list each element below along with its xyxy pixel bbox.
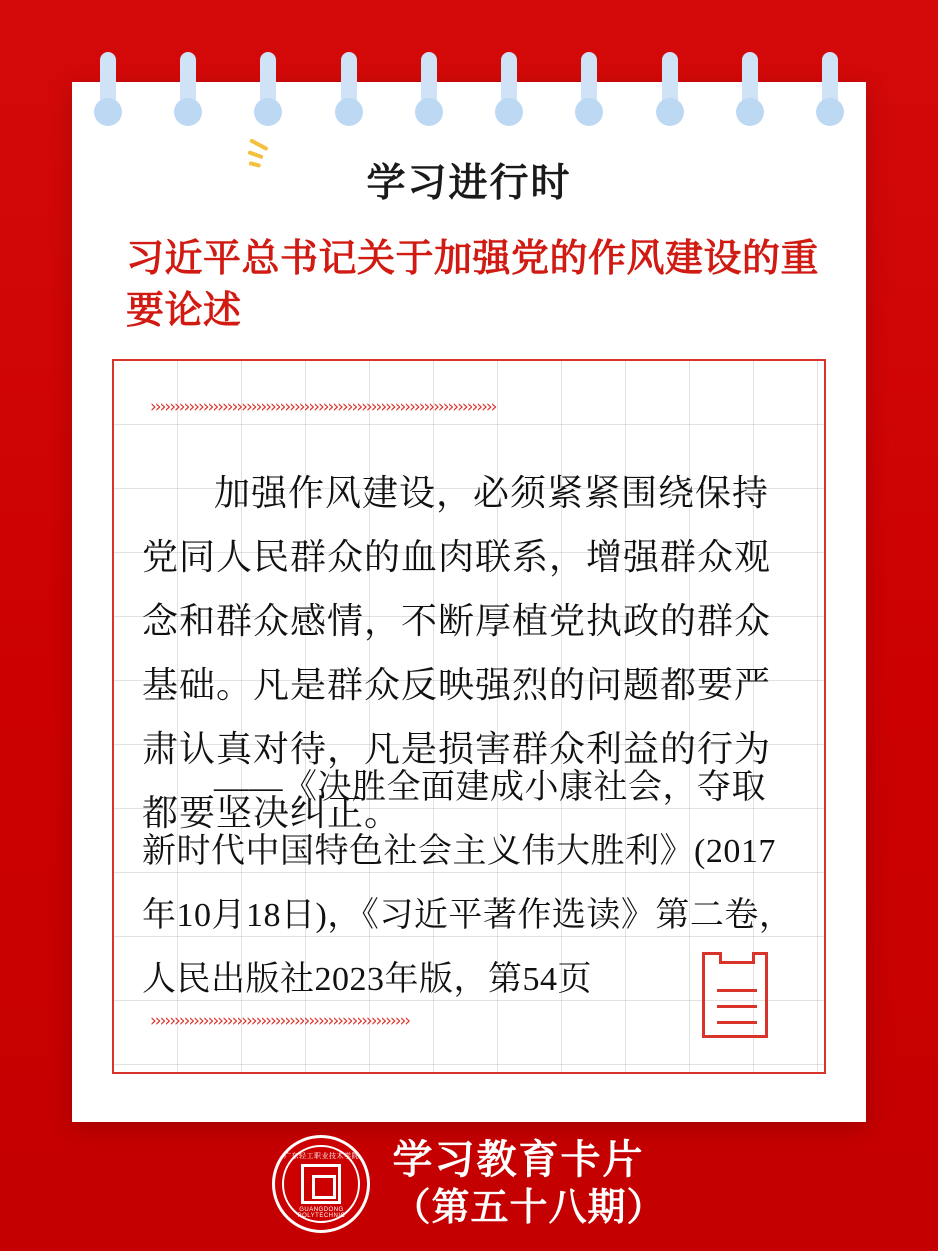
binding-ring-icon: [656, 52, 684, 130]
decorative-spark-icon: [248, 132, 288, 168]
emblem-top-text: 广东轻工职业技术学院: [283, 1153, 359, 1160]
divider-bottom: ››››››››››››››››››››››››››››››››››››››››››››››››››››››: [150, 1013, 410, 1031]
quote-source: ——《决胜全面建成小康社会，夺取新时代中国特色社会主义伟大胜利》(2017年10月18日)，《习近平著作选读》第二卷，人民出版社2023年版，第54页: [142, 769, 794, 999]
binding-ring-icon: [816, 52, 844, 130]
binding-ring-icon: [415, 52, 443, 130]
divider-top: ››››››››››››››››››››››››››››››››››››››››››››››››››››››››››››››››››››››››: [150, 399, 496, 417]
document-icon: [702, 952, 768, 1038]
binding-ring-icon: [174, 52, 202, 130]
emblem-bottom-text: GUANGDONG POLYTECHNIC: [297, 1207, 346, 1219]
binding-ring-icon: [575, 52, 603, 130]
binding-ring-icon: [94, 52, 122, 130]
binding-ring-icon: [495, 52, 523, 130]
spiral-binding: [72, 52, 866, 134]
quote-body: 加强作风建设，必须紧紧围绕保持党同人民群众的血肉联系，增强群众观念和群众感情，不断厚植党执政的群众基础。凡是群众反映强烈的问题都要严肃认真对待，凡是损害群众利益的行为都要坚决纠正。: [142, 473, 772, 834]
footer: [0, 1135, 938, 1233]
note-card: [72, 82, 866, 1122]
binding-ring-icon: [736, 52, 764, 130]
kicker-title: 学习进行时: [366, 162, 572, 205]
footer-line-1: 学习教育卡片: [392, 1137, 645, 1183]
footer-caption: [392, 1135, 665, 1233]
footer-line-2: （第五十八期）: [392, 1187, 666, 1230]
quote-panel: [112, 359, 826, 1074]
binding-ring-icon: [254, 52, 282, 130]
university-emblem-icon: [272, 1135, 370, 1233]
page-title: 习近平总书记关于加强党的作风建设的重要论述: [126, 238, 820, 332]
binding-ring-icon: [335, 52, 363, 130]
